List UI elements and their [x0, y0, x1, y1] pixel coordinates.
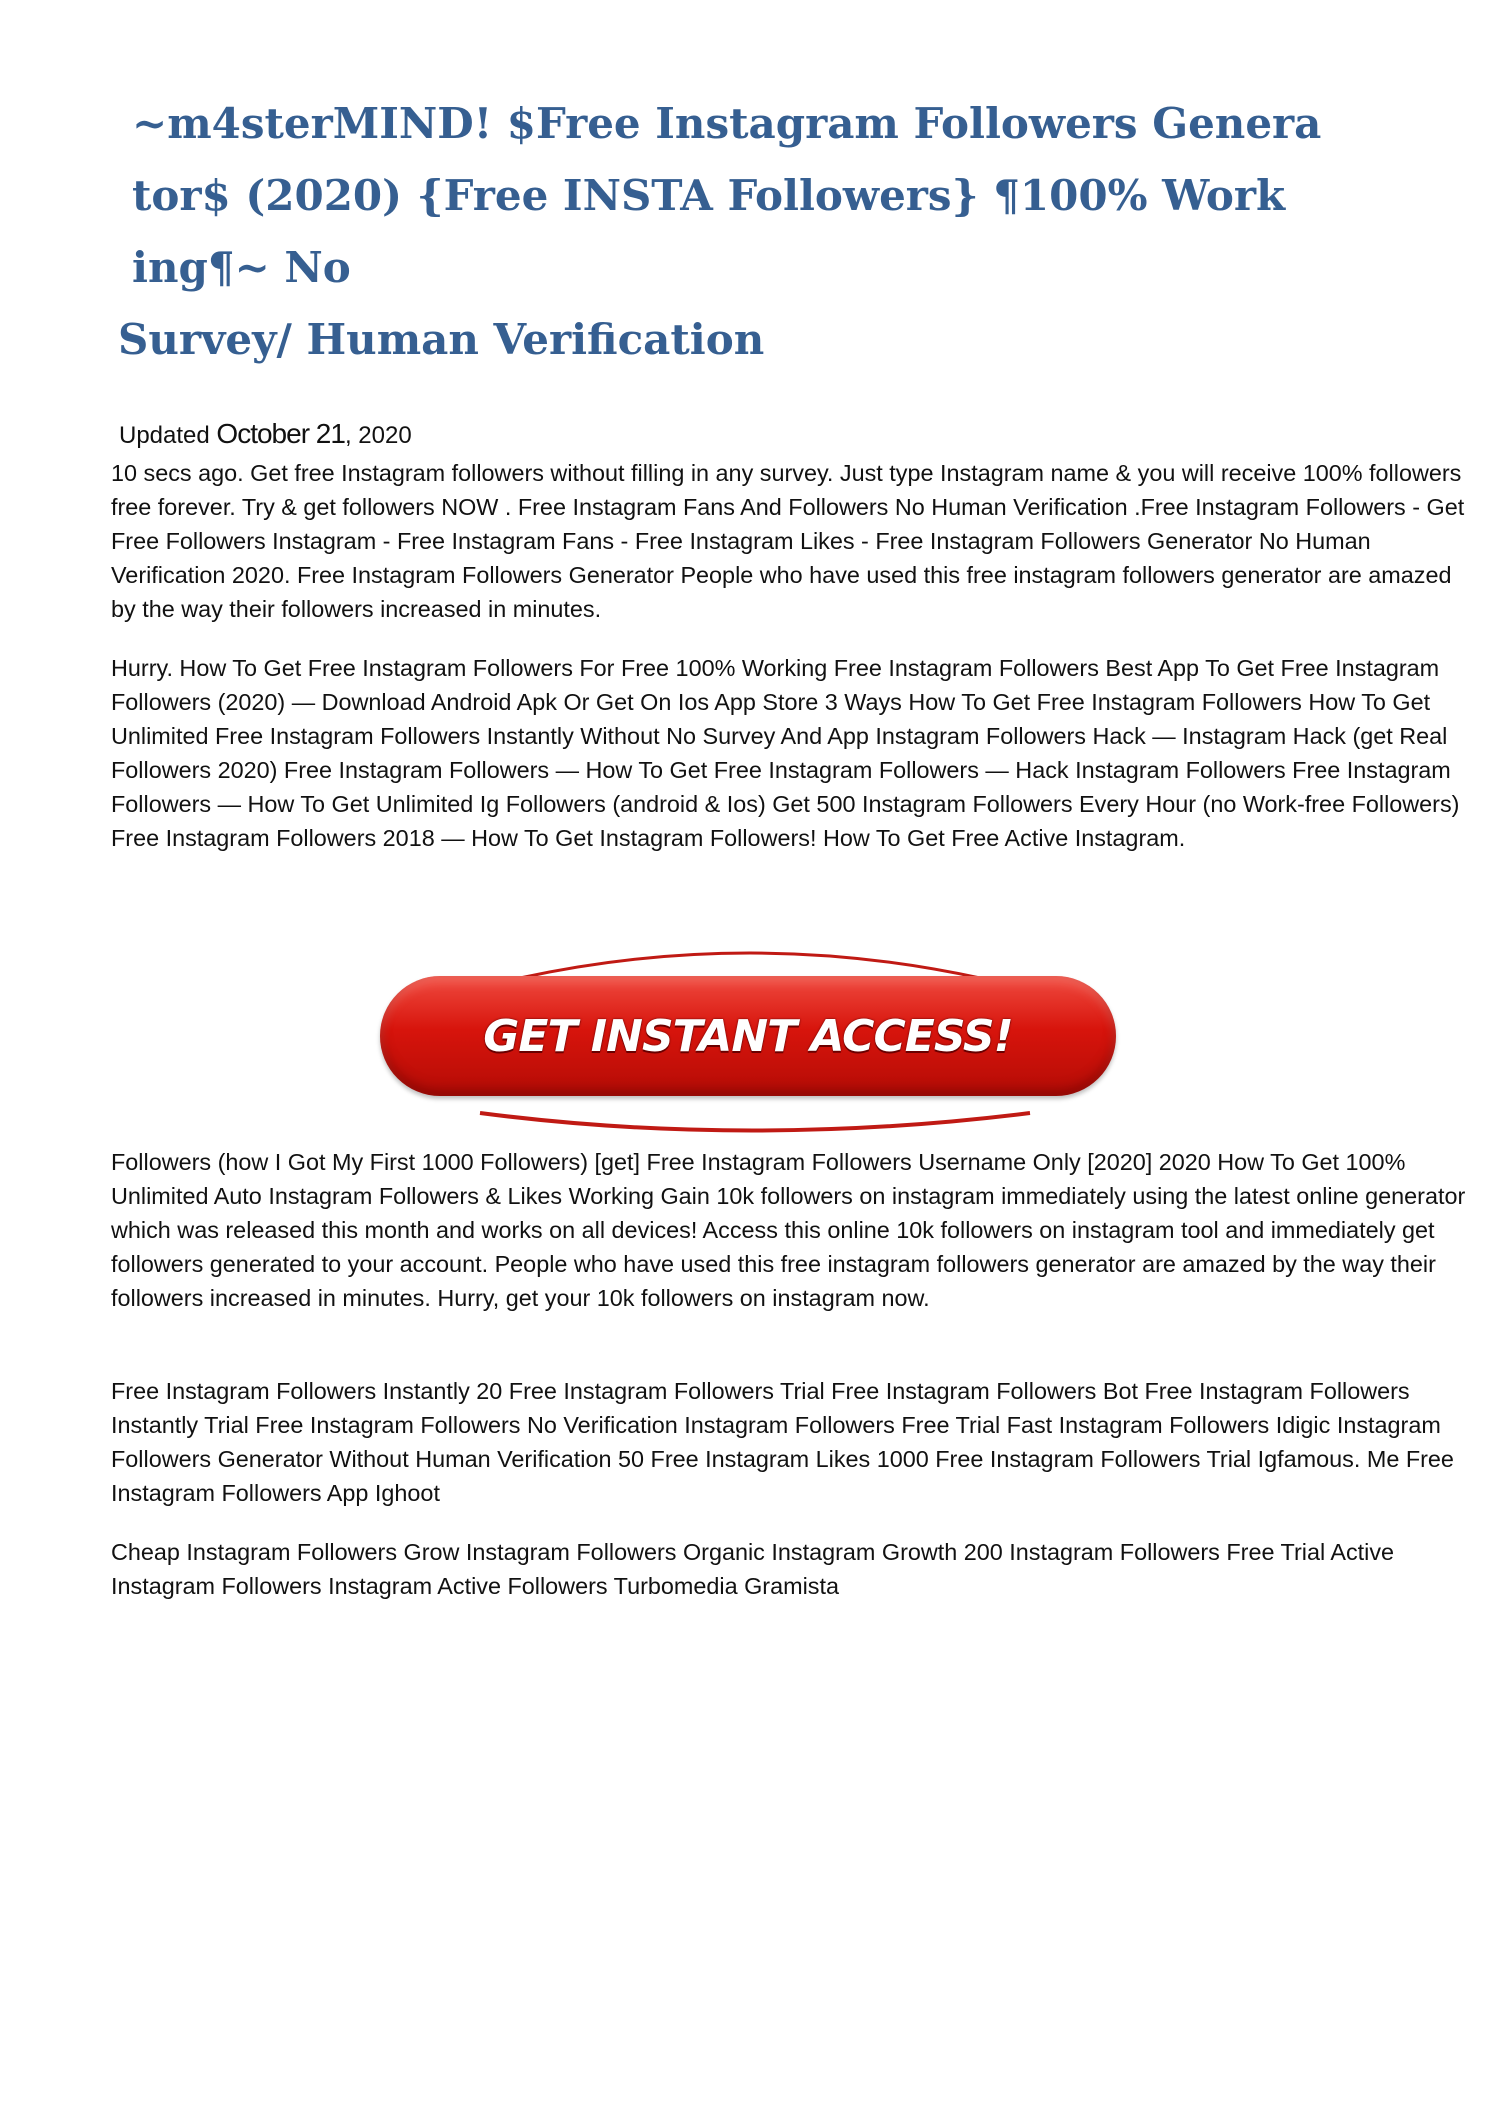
paragraph-followers: Followers (how I Got My First 1000 Followers) [get] Free Instagram Followers Username Only [2020] 2020 How To Get 100% Unlimited Auto Instagram Followers & Likes Working Gain 10k followers on instagram immediately using the latest online generator which was released this month and works on all devices! Access this online 10k followers on instagram tool and immediately get followers generated to your account. People who have used this free instagram followers generator are amazed by the way their followers increased in minutes. Hurry, get your 10k followers on instagram now.: [111, 1149, 1466, 1311]
title-line-3: ing¶~ No: [132, 243, 351, 292]
paragraph-cheap: Cheap Instagram Followers Grow Instagram Followers Organic Instagram Growth 200 Instagram Followers Free Trial Active Instagram Followers Instagram Active Followers Turbomedia Gramista: [111, 1539, 1395, 1599]
page-title: [118, 88, 1322, 376]
updated-date: [119, 419, 412, 451]
paragraph-instantly: Free Instagram Followers Instantly 20 Free Instagram Followers Trial Free Instagram Followers Bot Free Instagram Followers Instantly Trial Free Instagram Followers No Verification Instagram Followers Free Trial Fast Instagram Followers Idigic Instagram Followers Generator Without Human Verification 50 Free Instagram Likes 1000 Free Instagram Followers Trial Igfamous. Me Free Instagram Followers App Ighoot: [111, 1378, 1454, 1506]
updated-month-day: October 21: [216, 418, 345, 449]
title-line-4: Survey/ Human Verification: [118, 315, 765, 364]
cta-banner: [370, 938, 1130, 1138]
title-line-2: tor$ (2020) {Free INSTA Followers} ¶100% Work: [132, 171, 1286, 220]
updated-prefix: Updated: [119, 422, 210, 449]
paragraph-intro: 10 secs ago. Get free Instagram followers without filling in any survey. Just type Instagram name & you will receive 100% followers free forever. Try & get followers NOW . Free Instagram Fans And Followers No Human Verification .Free Instagram Followers - Get Free Followers Instagram - Free Instagram Fans - Free Instagram Likes - Free Instagram Followers Generator No Human Verification 2020. Free Instagram Followers Generator People who have used this free instagram followers generator are amazed by the way their followers increased in minutes.: [111, 460, 1465, 622]
cta-label: GET INSTANT ACCESS!: [483, 1010, 1013, 1062]
updated-year: , 2020: [344, 422, 412, 449]
paragraph-hurry: Hurry. How To Get Free Instagram Followers For Free 100% Working Free Instagram Followers Best App To Get Free Instagram Followers (2020) — Download Android Apk Or Get On Ios App Store 3 Ways How To Get Free Instagram Followers How To Get Unlimited Free Instagram Followers Instantly Without No Survey And App Instagram Followers Hack — Instagram Hack (get Real Followers 2020) Free Instagram Followers — How To Get Free Instagram Followers — Hack Instagram Followers Free Instagram Followers — How To Get Unlimited Ig Followers (android & Ios) Get 500 Instagram Followers Every Hour (no Work-free Followers) Free Instagram Followers 2018 — How To Get Instagram Followers! How To Get Free Active Instagram.: [111, 655, 1460, 851]
title-line-1: ~m4sterMIND! $Free Instagram Followers Genera: [132, 99, 1322, 148]
get-instant-access-button[interactable]: [380, 976, 1116, 1096]
